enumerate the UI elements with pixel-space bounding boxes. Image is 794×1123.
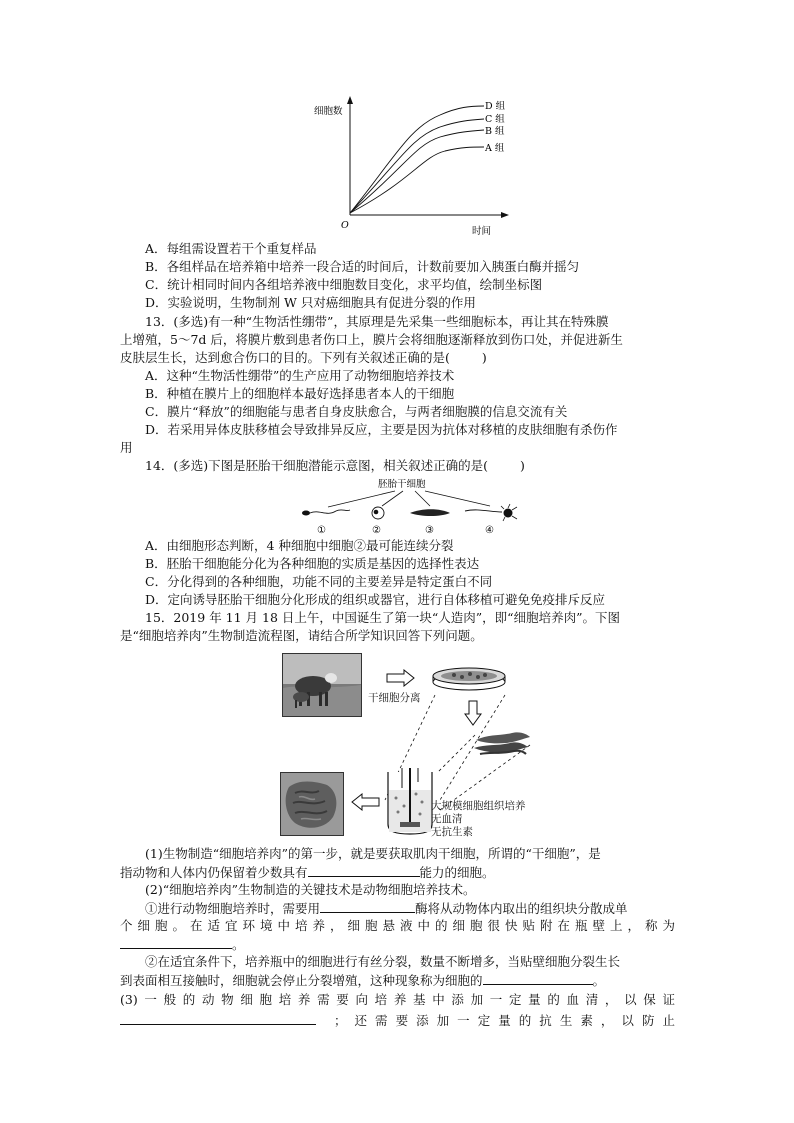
q13-option-d-cont: 用 [120,440,133,455]
q15-p2-1-line1 [145,900,628,917]
stem-cell-diagram [290,475,530,537]
legend-c: C 组 [485,114,505,125]
q14-stem-text: 14．(多选)下图是胚胎干细胞潜能示意图，相关叙述正确的是( [145,458,489,473]
curve-a [350,147,484,213]
legend-d: D 组 [485,101,506,112]
q15-p2-line: (2)“细胞培养肉”生物制造的关键技术是动物细胞培养技术。 [145,882,476,897]
stem-cell-title: 胚胎干细胞 [378,479,426,490]
q15-p2-2-line2 [120,972,605,989]
y-axis-arrow [347,96,353,104]
q14-option-d: D．定向诱导胚胎干细胞分化形成的组织或器官，进行自体移植可避免免疫排斥反应 [145,592,606,607]
q13-stem-line3 [120,350,487,366]
cell-3-spindle-icon [410,509,450,516]
q13-paren-close: ) [481,350,487,365]
cell-label-1: ① [317,525,326,536]
q15-p2-1-text-end: 。 [232,937,245,952]
cattle-photo [282,653,362,717]
flow-label-serum-free: 无血清 [431,813,463,825]
arrow-3 [415,491,430,506]
q15-p2-1-text-post: 酶将从动物体内取出的组织块分散成单 [415,901,628,916]
q12-option-a: A．每组需设置若干个重复样品 [145,241,317,256]
legend-a: A 组 [485,143,505,154]
flow-label-stem-cell-isolation: 干细胞分离 [368,692,421,704]
q14-paren-close: ) [520,458,525,473]
q14-stem [145,458,525,474]
arrow-1 [328,491,395,507]
q15-p2-1-line3 [120,936,245,953]
flow-label-antibiotic-free: 无抗生素 [431,826,473,838]
answer-blank-4[interactable] [483,972,593,985]
growth-curve-graph [300,95,520,240]
q14-option-c: C．分化得到的各种细胞，功能不同的主要差异是特定蛋白不同 [145,574,493,589]
q13-option-c: C．膜片“释放”的细胞能与患者自身皮肤愈合，与两者细胞膜的信息交流有关 [145,404,568,419]
q15-stem-line1: 15．2019 年 11 月 18 日上午，中国诞生了第一块“人造肉”，即“细胞培养肉”。下图 [145,610,620,625]
q15-p1-line1: (1)生物制造“细胞培养肉”的第一步，就是要获取肌肉干细胞，所谓的“干细胞”，是 [145,846,601,861]
q15-p2-2-text-pre: 到表面相互接触时，细胞就会停止分裂增殖，这种现象称为细胞的 [120,973,483,988]
q14-option-a: A．由细胞形态判断，4 种细胞中细胞②最可能连续分裂 [145,538,454,553]
y-axis-label: 细胞数 [314,106,343,117]
cell-label-4: ④ [485,525,494,536]
q12-option-d: D．实验说明，生物制剂 W 只对癌细胞具有促进分裂的作用 [145,295,476,310]
q15-stem-line2: 是“细胞培养肉”生物制造流程图，请结合所学知识回答下列问题。 [120,628,483,643]
bioreactor-icon [384,768,436,836]
flow-arrow-left [350,793,380,811]
q13-option-a: A．这种“生物活性绷带”的生产应用了动物细胞培养技术 [145,368,455,383]
legend-b: B 组 [485,126,505,137]
origin-label: O [341,220,349,231]
x-axis-arrow [501,212,509,218]
cell-4-neuron-icon [465,504,517,521]
q13-stem-line1: 13．(多选)有一种“生物活性绷带”，其原理是先采集一些细胞标本，再让其在特殊膜 [145,314,609,329]
curve-c [350,119,484,213]
q15-p2-1-line2: 个细胞。在适宜环境中培养，细胞悬液中的细胞很快贴附在瓶壁上，称为 [120,918,675,933]
q12-option-b: B．各组样品在培养箱中培养一段合适的时间后，计数前要加入胰蛋白酶并摇匀 [145,259,580,274]
q14-option-b: B．胚胎干细胞能分化为各种细胞的实质是基因的选择性表达 [145,556,480,571]
q13-option-b: B．种植在膜片上的细胞样本最好选择患者本人的干细胞 [145,386,455,401]
cell-label-3: ③ [425,525,434,536]
q15-p3-line1: (3)一般的动物细胞培养需要向培养基中添加一定量的血清，以保证 [120,992,675,1007]
q15-p1-line2 [120,864,495,881]
answer-blank-5[interactable] [120,1012,316,1025]
cell-label-2: ② [372,525,381,536]
curve-d [350,106,484,213]
x-axis-label: 时间 [472,226,492,237]
q15-p1-text-pre: 指动物和人体内仍保留着少数具有 [120,865,308,880]
q15-p2-2-line1: ②在适宜条件下，培养瓶中的细胞进行有丝分裂，数量不断增多，当贴壁细胞分裂生长 [145,954,621,969]
q15-p1-text-post: 能力的细胞。 [419,865,495,880]
q15-p3-line2 [120,1012,675,1029]
arrow-4 [425,491,490,506]
flow-label-large-scale-culture: 大规模细胞组织培养 [431,800,526,812]
curve-b [350,130,484,213]
q15-p2-2-text-post: 。 [592,973,606,988]
q13-option-d: D．若采用异体皮肤移植会导致排异反应，主要是因为抗体对移植的皮肤细胞有杀伤作 [145,422,618,437]
cell-2-round-icon [372,507,384,519]
q15-p2-1-text-pre: ①进行动物细胞培养时，需要用 [145,901,321,916]
answer-blank-2[interactable] [320,900,415,913]
cell-1-sperm-icon [302,510,350,516]
answer-blank-3[interactable] [120,936,232,949]
q12-option-c: C．统计相同时间内各组培养液中细胞数目变化，求平均值，绘制坐标图 [145,277,543,292]
q13-stem-text: 皮肤层生长，达到愈合伤口的目的。下列有关叙述正确的是( [120,350,450,365]
q13-stem-line2: 上增殖，5～7d 后，将膜片敷到患者伤口上，膜片会将细胞逐渐释放到伤口处，并促进新生 [120,332,623,347]
answer-blank-1[interactable] [308,864,420,877]
cultured-meat-photo [280,772,344,836]
q15-p3-text-mid: ；还需要添加一定量的抗生素，以防止 [334,1013,675,1028]
